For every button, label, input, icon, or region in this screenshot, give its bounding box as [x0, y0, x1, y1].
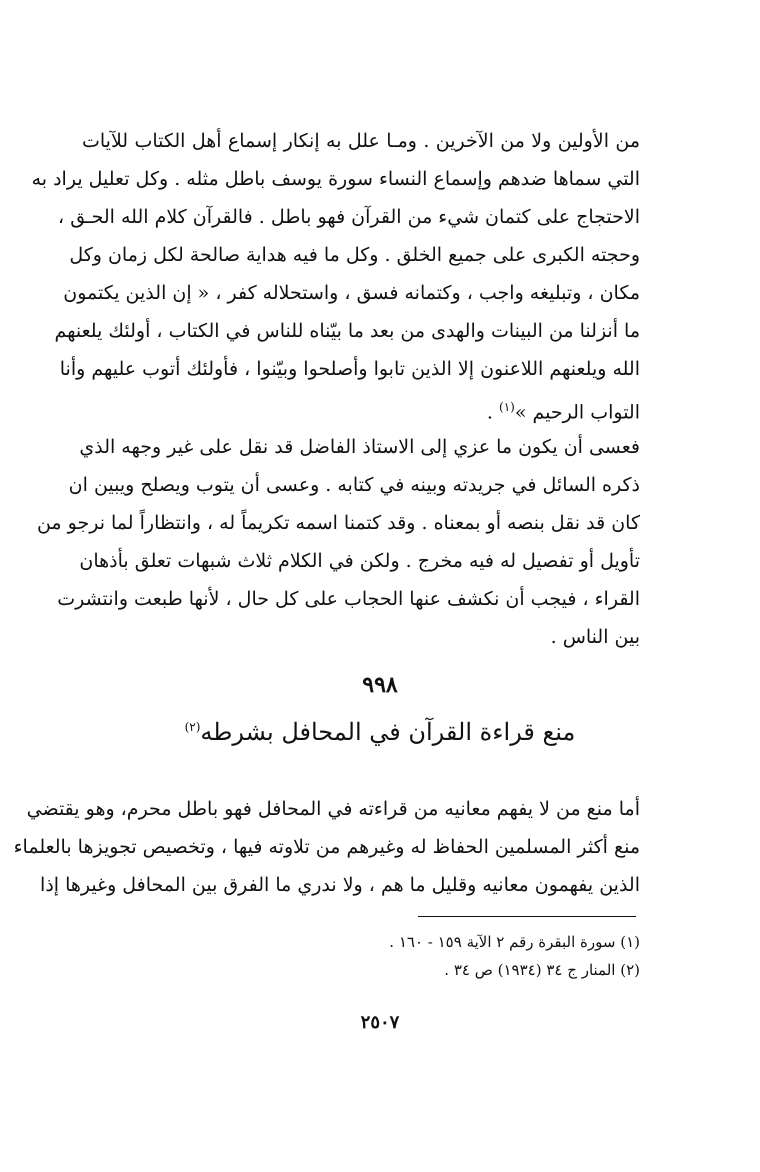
- paragraph-line: ما أنزلنا من البينات والهدى من بعد ما بيّناه للناس في الكتاب ، أولئك يلعنهم: [54, 320, 640, 342]
- footnote-divider: [418, 916, 636, 917]
- footnote-ref-1: (١): [499, 400, 515, 414]
- paragraph-line: القراء ، فيجب أن نكشف عنها الحجاب على كل حال ، لأنها طبعت وانتشرت: [57, 588, 640, 610]
- paragraph-line: كان قد نقل بنصه أو بمعناه . وقد كتمنا اسمه تكريماً له ، وانتظاراً لما نرجو من: [36, 512, 640, 534]
- paragraph-line: الله ويلعنهم اللاعنون إلا الذين تابوا وأصلحوا وبيّنوا ، فأولئك أتوب عليهم وأنا: [59, 358, 640, 380]
- paragraph-line: الذين يفهمون معانيه وقليل ما هم ، ولا ندري ما الفرق بين المحافل وغيرها إذا: [40, 874, 640, 896]
- paragraph-line: منع أكثر المسلمين الحفاظ له وغيرهم من تلاوته فيها ، وتخصيص تجويزها بالعلماء: [13, 836, 640, 858]
- paragraph-line: فعسى أن يكون ما عزي إلى الاستاذ الفاضل قد نقل على غير وجهه الذي: [79, 436, 640, 458]
- footnote-2: (٢) المنار ج ٣٤ (١٩٣٤) ص ٣٤ .: [444, 961, 640, 979]
- section-title: [0, 718, 760, 746]
- footnotes: [200, 928, 640, 984]
- paragraph-1: [31, 122, 640, 426]
- section-number: ٩٩٨: [362, 672, 398, 698]
- page-number: ٢٥٠٧: [360, 1012, 400, 1033]
- paragraph-2: [36, 428, 640, 656]
- paragraph-line-text: التواب الرحيم »: [514, 401, 640, 424]
- paragraph-line: أما منع من لا يفهم معانيه من قراءته في المحافل فهو باطل محرم، وهو يقتضي: [26, 798, 640, 820]
- paragraph-line: بين الناس .: [550, 626, 640, 648]
- paragraph-line: مكان ، وتبليغه واجب ، وكتمانه فسق ، واستحلاله كفر ، « إن الذين يكتمون: [63, 282, 640, 304]
- paragraph-line: تأويل أو تفصيل له فيه مخرج . ولكن في الكلام ثلاث شبهات تعلق بأذهان: [79, 550, 640, 572]
- paragraph-line: من الأولين ولا من الآخرين . ومـا علل به إنكار إسماع أهل الكتاب للآيات: [82, 130, 640, 152]
- paragraph-line: وحجته الكبرى على جميع الخلق . وكل ما فيه هداية صالحة لكل زمان وكل: [69, 244, 640, 266]
- paragraph-3: [13, 790, 640, 904]
- paragraph-line: الاحتجاج على كتمان شيء من القرآن فهو باطل . فالقرآن كلام الله الحـق ،: [58, 206, 640, 228]
- paragraph-line: ذكره السائل في جريدته وبينه في كتابه . وعسى أن يتوب ويصلح ويبين ان: [68, 474, 640, 496]
- footnote-ref-2: (٢): [184, 720, 201, 734]
- paragraph-line: التي سماها ضدهم وإسماع النساء سورة يوسف باطل مثله . وكل تعليل يراد به: [31, 168, 640, 190]
- footnote-1: (١) سورة البقرة رقم ٢ الآية ١٥٩ - ١٦٠ .: [389, 933, 640, 951]
- line-end-punct: .: [486, 401, 499, 424]
- section-title-text: منع قراءة القرآن في المحافل بشرطه: [200, 718, 576, 746]
- paragraph-last-line: [82, 388, 640, 426]
